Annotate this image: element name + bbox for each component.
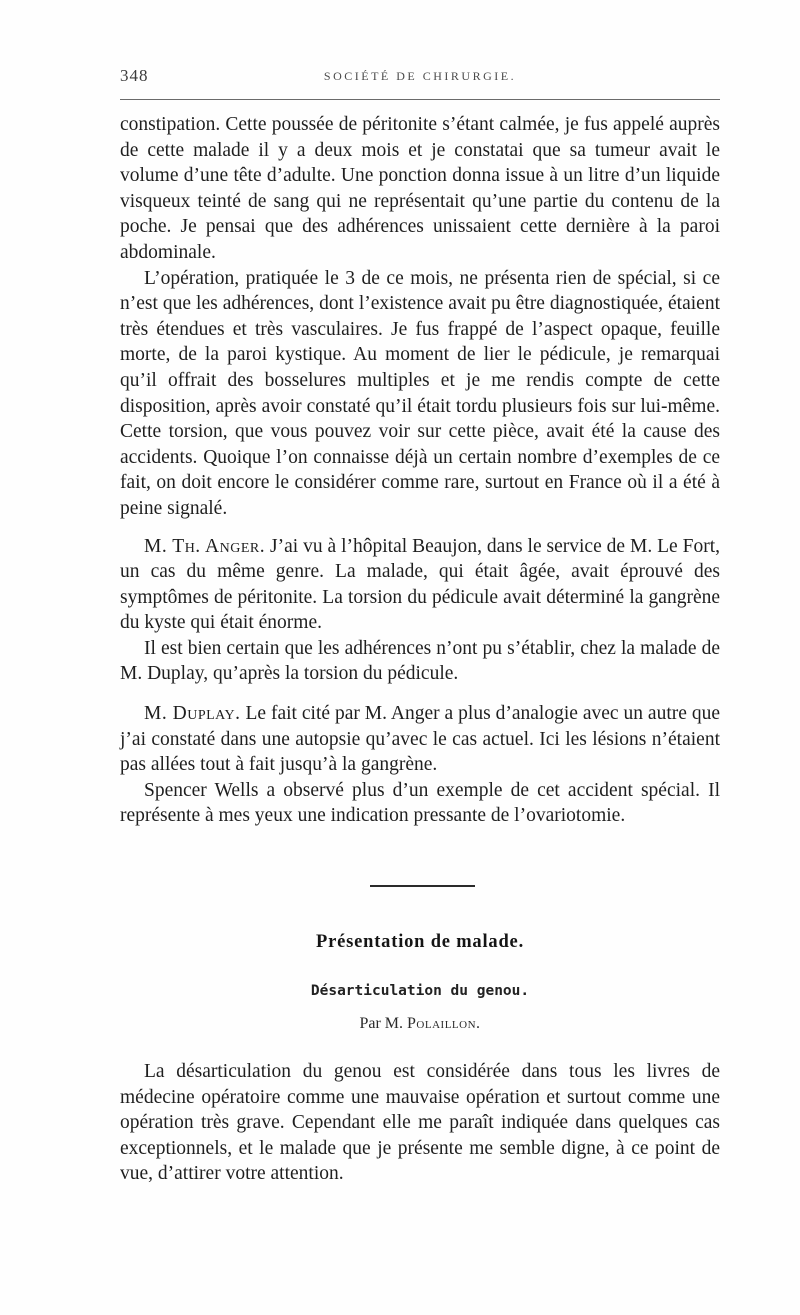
page-number: 348 bbox=[120, 66, 149, 85]
paragraph-adherences: Il est bien certain que les adhérences n’ont pu s’établir, chez la malade de M. Duplay, qu’après la torsion du pédicule. bbox=[120, 637, 720, 685]
paragraph-anger bbox=[120, 534, 720, 636]
paragraph-continuation: constipation. Cette poussée de péritonite s’étant calmée, je fus appelé auprès de cette malade il y a deux mois et je constatai que sa tumeur avait le volume d’une tête d’adulte. Une ponction donna issue à un litre d’un liquide visqueux teinté de sang qui ne représentait qu’une partie du contenu de la poche. Je pensai que des adhérences unissaient cette dernière à la paroi abdominale. bbox=[120, 114, 720, 263]
header-rule bbox=[120, 99, 720, 100]
byline-author: Polaillon. bbox=[407, 1015, 481, 1032]
paragraph-spencer-wells: Spencer Wells a observé plus d’un exemple de cet accident spécial. Il représente à mes yeux une indication pressante de l’ovariotomie. bbox=[120, 779, 720, 827]
presentation-text bbox=[120, 1059, 720, 1187]
paragraph-knee-disarticulation: La désarticulation du genou est considérée dans tous les livres de médecine opératoire comme une mauvaise opération et surtout comme une opération très grave. Cependant elle me paraît indiquée dans quelques cas exceptionnels, et le malade que je présente me semble digne, à ce point de vue, d’attirer votre attention. bbox=[120, 1061, 720, 1185]
section-subheading: Désarticulation du genou. bbox=[310, 983, 530, 999]
section-divider bbox=[370, 885, 475, 887]
anger-remark: J’ai vu à l’hôpital Beaujon, dans le service de M. Le Fort, un cas du même genre. La malade, qui était âgée, avait éprouvé des symptômes de péritonite. La torsion du pédicule avait déterminé la gangrène du kyste qui était énorme. bbox=[120, 535, 720, 634]
discussion-text bbox=[120, 112, 720, 829]
paragraph-operation: L’opération, pratiquée le 3 de ce mois, ne présenta rien de spécial, si ce n’est que les adhérences, dont l’existence avait pu être diagnostiquée, étaient très étendues et très vasculaires. Je fus frappé de l’aspect opaque, feuille morte, de la paroi kystique. Au moment de lier le pédicule, je remarquai qu’il offrait des bosselures multiples et je me rendis compte de cette disposition, après avoir constaté qu’il était tordu plusieurs fois sur lui-même. Cette torsion, que vous pouvez voir sur cette pièce, avait été la cause des accidents. Quoique l’on connaisse déjà un certain nombre d’exemples de ce fait, on doit encore le considérer comme rare, surtout en France où il a été à peine signalé. bbox=[120, 267, 720, 519]
duplay-remark: Le fait cité par M. Anger a plus d’analogie avec un autre que j’ai constaté dans une autopsie qu’avec le cas actuel. Ici les lésions n’étaient pas allées tout à fait jusqu’à la gangrène. bbox=[120, 703, 721, 776]
speaker-anger: M. Th. Anger. bbox=[144, 535, 266, 557]
paragraph-duplay bbox=[120, 701, 720, 778]
byline-prefix: Par M. bbox=[359, 1015, 404, 1032]
running-title: SOCIÉTÉ DE CHIRURGIE. bbox=[323, 69, 517, 83]
author-byline bbox=[120, 1015, 720, 1033]
running-header bbox=[120, 66, 720, 90]
speaker-duplay: M. Duplay. bbox=[144, 703, 241, 725]
section-heading: Présentation de malade. bbox=[316, 932, 524, 952]
